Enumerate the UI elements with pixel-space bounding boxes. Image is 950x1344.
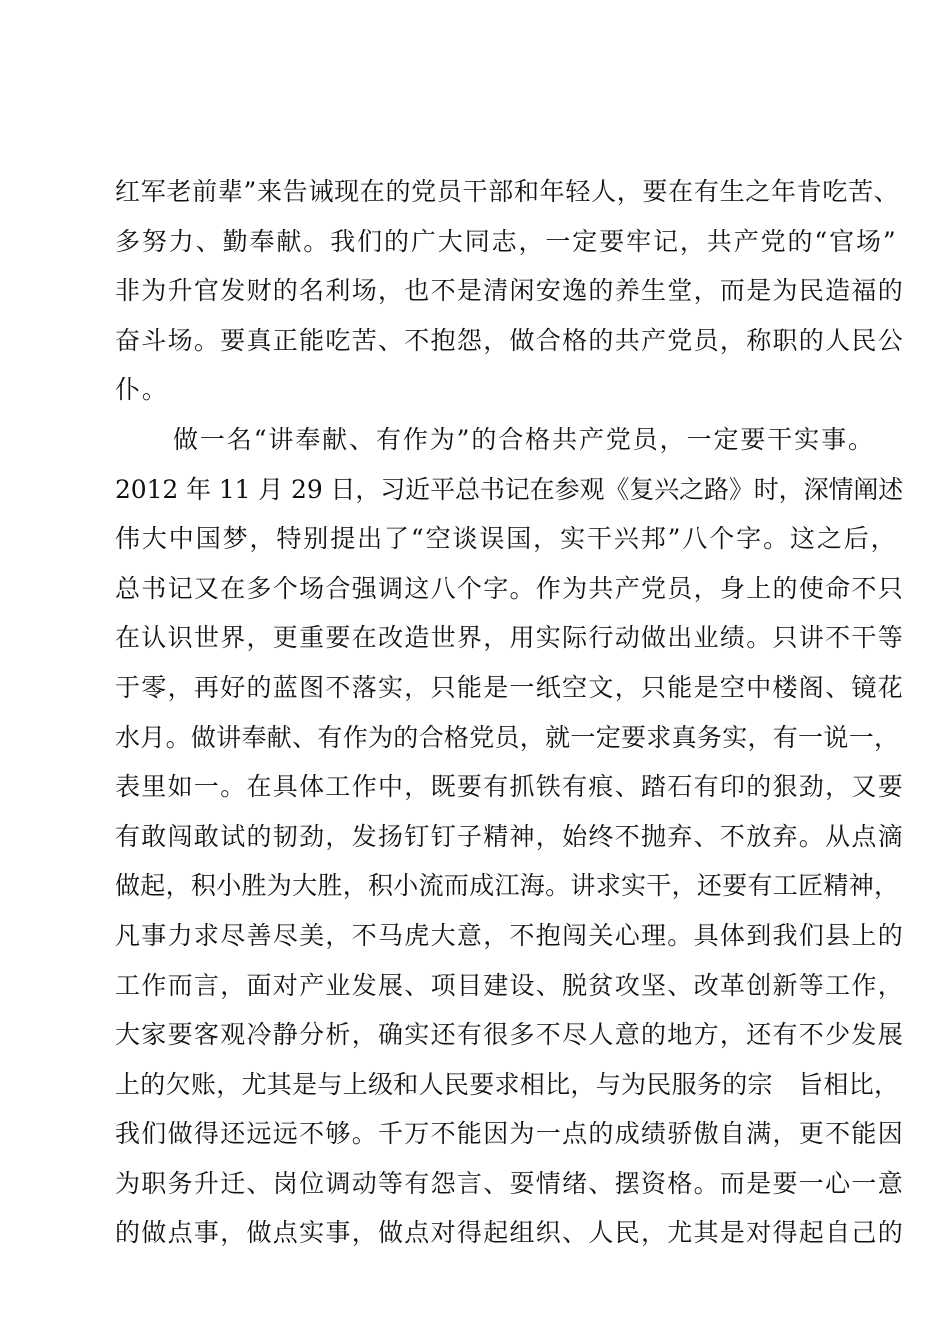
text-line: 上的欠账，尤其是与上级和人民要求相比，与为民服务的宗 旨相比， <box>115 1069 900 1099</box>
text-line: 于零，再好的蓝图不落实，只能是一纸空文，只能是空中楼阁、镜花 <box>115 672 905 702</box>
text-line: 多努力、勤奉献。我们的广大同志，一定要牢记，共产党的“官场” <box>115 226 898 256</box>
text-line: 水月。做讲奉献、有作为的合格党员，就一定要求真务实，有一说一， <box>115 722 900 752</box>
paragraph-start-line: 做一名“讲奉献、有作为”的合格共产党员，一定要干实事。 <box>173 424 875 454</box>
text-line: 伟大中国梦，特别提出了“空谈误国，实干兴邦”八个字。这之后， <box>115 524 898 554</box>
text-line: 有敢闯敢试的韧劲，发扬钉钉子精神，始终不抛弃、不放弃。从点滴 <box>115 821 905 851</box>
text-line: 为职务升迁、岗位调动等有怨言、耍情绪、摆资格。而是要一心一意 <box>115 1168 905 1198</box>
body-text <box>115 167 905 1258</box>
text-line: 总书记又在多个场合强调这八个字。作为共产党员，身上的使命不只 <box>115 573 905 603</box>
text-line: 凡事力求尽善尽美，不马虎大意，不抱闯关心理。具体到我们县上的 <box>115 920 905 950</box>
text-line: 的做点事，做点实事，做点对得起组织、人民，尤其是对得起自己的 <box>115 1218 905 1248</box>
text-line: 表里如一。在具体工作中，既要有抓铁有痕、踏石有印的狠劲，又要 <box>115 772 905 802</box>
text-line: 2012 年 11 月 29 日，习近平总书记在参观《复兴之路》时，深情阐述 <box>115 474 904 504</box>
text-line: 在认识世界，更重要在改造世界，用实际行动做出业绩。只讲不干等 <box>115 623 905 653</box>
text-line: 非为升官发财的名利场，也不是清闲安逸的养生堂，而是为民造福的 <box>115 276 905 306</box>
text-line: 我们做得还远远不够。千万不能因为一点的成绩骄傲自满，更不能因 <box>115 1119 905 1149</box>
text-line: 做起，积小胜为大胜，积小流而成江海。讲求实干，还要有工匠精神， <box>115 871 900 901</box>
text-line: 红军老前辈”来告诫现在的党员干部和年轻人，要在有生之年肯吃苦、 <box>115 177 900 206</box>
text-line: 工作而言，面对产业发展、项目建设、脱贫攻坚、改革创新等工作， <box>115 970 905 1000</box>
text-line: 仆。 <box>115 375 169 405</box>
text-line: 奋斗场。要真正能吃苦、不抱怨，做合格的共产党员，称职的人民公 <box>115 325 905 355</box>
text-line: 大家要客观冷静分析，确实还有很多不尽人意的地方，还有不少发展 <box>115 1020 905 1050</box>
